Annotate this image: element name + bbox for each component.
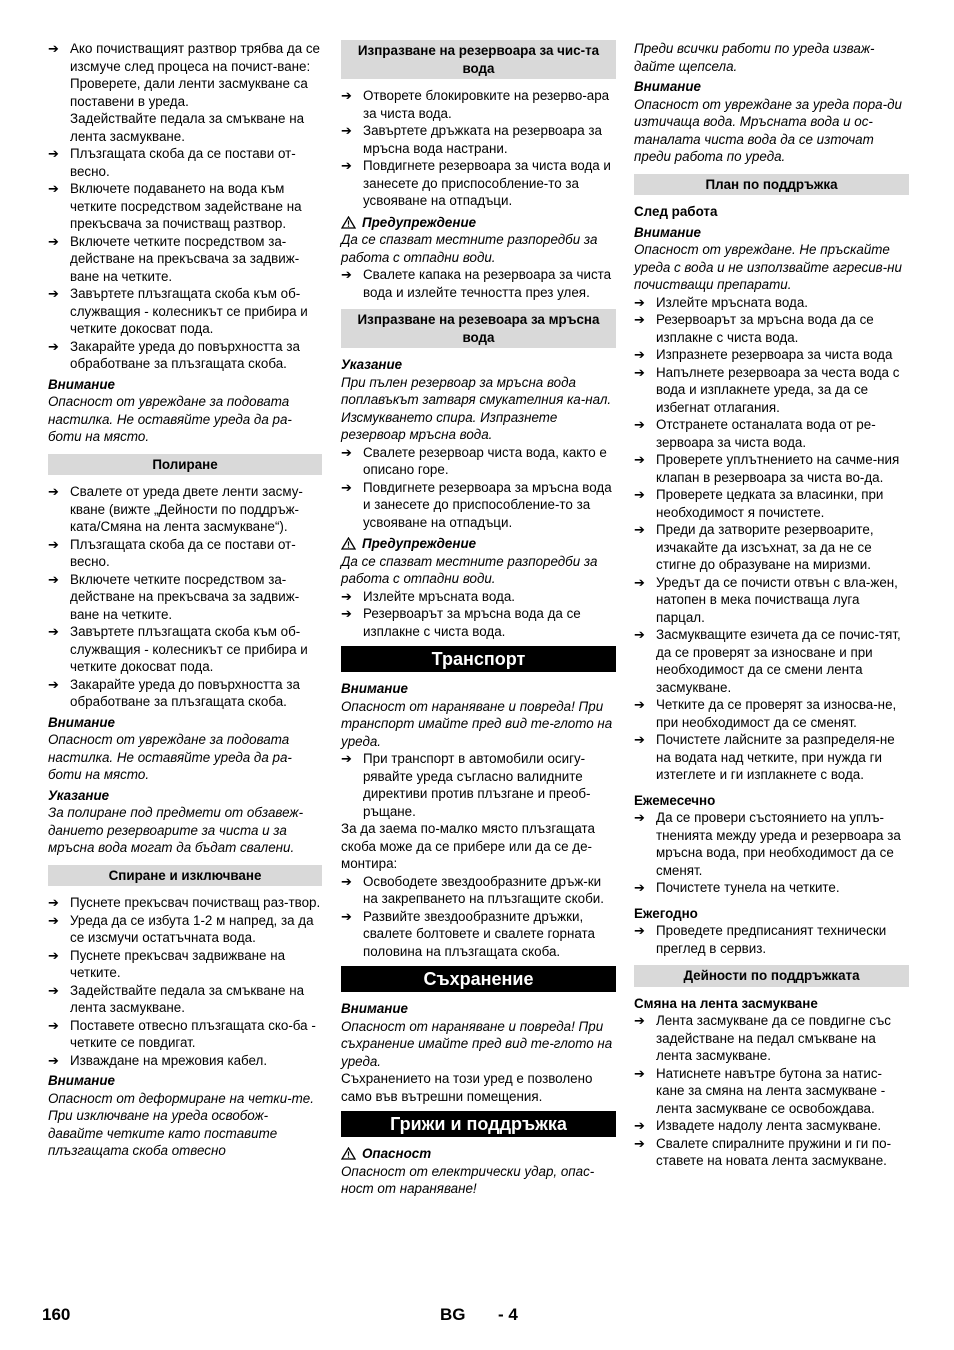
arrow-icon: ➔: [48, 676, 59, 692]
bullet-item: [48, 483, 322, 536]
column-left: [48, 40, 322, 1160]
bullet-text: Освободете звездообразните дръж-ки на закрепването на плъзгащите скоби.: [363, 873, 604, 906]
arrow-icon: ➔: [48, 536, 59, 552]
arrow-icon: ➔: [634, 880, 645, 895]
bullet-item: [48, 947, 322, 982]
arrow-icon: ➔: [634, 417, 645, 432]
bullet-text: Пуснете прекъсвач почистващ раз-твор.: [70, 895, 321, 910]
italic-note: Опасност от увреждане за подовата настилка. Не оставяйте уреда да ра-боти на място.: [48, 394, 292, 444]
bullet-text: Повдигнете резервоара за чиста вода и занесете до приспособление-то за усвояване на отпадъци.: [363, 158, 611, 208]
arrow-icon: ➔: [341, 606, 352, 621]
arrow-icon: ➔: [341, 873, 352, 889]
bullet-item: [341, 588, 616, 606]
bullet-item: [341, 87, 616, 122]
arrow-icon: ➔: [634, 364, 645, 380]
arrow-icon: ➔: [48, 947, 59, 963]
column-middle: [341, 40, 616, 1198]
arrow-icon: ➔: [634, 347, 645, 362]
bullet-text: Задействайте педала за смъкване на лента засмукване.: [70, 982, 305, 1015]
arrow-icon: ➔: [341, 908, 352, 924]
bullet-item: [341, 605, 616, 640]
bullet-text: Включете подаването на вода към четките посредством задействане на прекъсвача за почистващ разтвор.: [70, 181, 302, 231]
note-heading: Внимание: [341, 681, 409, 696]
bullet-item: [341, 873, 616, 908]
note-heading: Внимание: [48, 714, 116, 730]
bullet-item: [341, 444, 616, 479]
arrow-icon: ➔: [341, 479, 352, 495]
arrow-icon: ➔: [341, 123, 352, 138]
italic-note: Опасност от нараняване и повреда! При транспорт имайте пред вид те-глото на уреда.: [341, 698, 613, 749]
bullet-item: [634, 416, 909, 451]
arrow-icon: ➔: [48, 338, 59, 354]
bullet-text: Резервоарът за мръсна вода да се изплакне с чиста вода.: [656, 312, 874, 345]
arrow-icon: ➔: [48, 1052, 59, 1068]
arrow-icon: ➔: [48, 484, 59, 499]
italic-note: Да се спазват местните разпоредби за работа с отпадни води.: [341, 553, 598, 586]
bullet-text: Плъзгащата скоба да се постави от-весно.: [70, 536, 296, 569]
bullet-item: [634, 809, 909, 879]
italic-note: При пълен резервоар за мръсна вода поплавъкът затваря смукателния ка-нал. Изсмукването спира. Изпразнете резервоар мръсна вода.: [341, 374, 612, 442]
bullet-text: Повдигнете резервоара за мръсна вода и занесете до приспособление-то за усвояване на отпадъци.: [363, 479, 612, 530]
bullet-item: [48, 571, 322, 624]
arrow-icon: ➔: [48, 624, 59, 639]
page-number: 160: [42, 1305, 71, 1324]
bullet-text: Четките да се проверят за износва-не, при необходимост да се сменят.: [656, 697, 897, 730]
italic-note: Опасност от деформиране на четки-те. При изключване на уреда освобож-давайте четките като поставите плъзгащата скоба отвесно: [48, 1090, 314, 1158]
bullet-item: [634, 696, 909, 731]
bullet-text: Резервоарът за мръсна вода да се изплакне с чиста вода.: [363, 606, 581, 639]
bullet-item: [634, 1065, 909, 1118]
bullet-text: Закарайте уреда до повърхността за обработване за плъзгащата скоба.: [70, 676, 300, 709]
warning-label: Опасност: [362, 1146, 432, 1161]
arrow-icon: ➔: [48, 1017, 59, 1033]
bullet-text: Поставете отвесно плъзгащата ско-ба - четките се повдигат.: [70, 1017, 316, 1050]
bullet-item: [634, 311, 909, 346]
bullet-text: Натиснете навътре бутона за натис-кане за смяна на лента засмукване - лента засмукване се освобождава.: [656, 1065, 886, 1116]
bullet-text: Засмукващите езичета да се почис-тят, да се проверят за износване и при необходимост да се смени лента засмукване.: [656, 627, 901, 695]
italic-note: Опасност от увреждане за уреда пора-ди изтичаща вода. Мръсната вода и ос-таналата чиста вода да се източат преди работа по уреда.: [634, 96, 902, 164]
arrow-icon: ➔: [341, 158, 352, 173]
bullet-text: Уредът да се почисти отвън с вла-жен, натопен в мека почистваща луга парцал.: [656, 574, 898, 625]
arrow-icon: ➔: [48, 982, 59, 998]
bullet-item: [48, 1017, 322, 1052]
italic-note: Преди всички работи по уреда изваж-дайте щепсела.: [634, 41, 875, 74]
bullet-text: Лента засмукване да се повдигне със задействане на педал смъкване на лента засмукване.: [656, 1013, 891, 1063]
bullet-item: [48, 912, 322, 947]
bullet-item: [634, 294, 909, 312]
chapter-heading: Съхранение: [341, 966, 616, 992]
bullet-text: Включете четките посредством за-действане на прекъсвача за задвиж-ване на четките.: [70, 571, 300, 622]
arrow-icon: ➔: [48, 233, 59, 249]
bullet-text: Извадете надолу лента засмукване.: [656, 1118, 882, 1133]
bullet-text: Свалете от уреда двете ленти засму-кване (вижте „Дейности по поддръж-ката/Смяна на лента засмукване“).: [70, 484, 303, 534]
arrow-icon: ➔: [341, 267, 352, 282]
section-page: - 4: [498, 1305, 518, 1324]
arrow-icon: ➔: [341, 444, 352, 460]
bullet-item: [341, 122, 616, 157]
bullet-item: [634, 364, 909, 417]
italic-note: Опасност от електрически удар, опас-ност от нараняване!: [341, 1163, 595, 1196]
paragraph: Съхранението на този уред е позволено само във вътрешни помещения.: [341, 1071, 593, 1104]
arrow-icon: ➔: [634, 452, 645, 467]
bullet-item: [48, 623, 322, 676]
chapter-heading: Транспорт: [341, 646, 616, 672]
bullet-text: Изваждане на мрежовия кабел.: [70, 1052, 268, 1068]
warning-triangle-icon: [341, 1147, 356, 1160]
bullet-item: [48, 1052, 322, 1070]
arrow-icon: ➔: [634, 627, 645, 642]
arrow-icon: ➔: [634, 522, 645, 537]
subheading: Ежемесечно: [634, 792, 716, 808]
italic-note: Опасност от нараняване и повреда! При съхранение имайте пред вид те-глото на уреда.: [341, 1018, 613, 1069]
bullet-item: [48, 338, 322, 373]
arrow-icon: ➔: [48, 895, 59, 910]
section-heading: Спиране и изключване: [48, 865, 322, 887]
warning-heading: [341, 214, 616, 232]
bullet-item: [634, 486, 909, 521]
warning-label: Предупреждение: [362, 214, 477, 230]
bullet-text: Плъзгащата скоба да се постави от-весно.: [70, 146, 296, 179]
italic-note: Опасност от увреждане за подовата настилка. Не оставяйте уреда да ра-боти на място.: [48, 732, 292, 782]
bullet-text: Завъртете плъзгащата скоба към об-служващия - колесникът се прибира и четките докосват пода.: [70, 286, 308, 336]
subheading: След работа: [634, 204, 718, 219]
warning-heading: [341, 535, 616, 553]
bullet-text: Отстранете останалата вода от ре-зервоара за чиста вода.: [656, 417, 876, 450]
bullet-item: [48, 982, 322, 1017]
arrow-icon: ➔: [634, 810, 645, 825]
bullet-text: Изпразнете резервоара за чиста вода: [656, 347, 893, 362]
bullet-item: [634, 922, 909, 957]
bullet-text: При транспорт в автомобили осигу-рявайте уреда съгласно валидните директиви против плъзгане и преоб-ръщане.: [363, 751, 591, 819]
indented-text: Проверете, дали ленти засмукване са поставени в уреда.: [70, 76, 308, 109]
bullet-text: Пуснете прекъсвач задвижване на четките.: [70, 947, 286, 980]
bullet-text: Излейте мръсната вода.: [363, 588, 516, 604]
section-heading: Дейности по поддръжката: [634, 965, 909, 987]
bullet-item: [48, 285, 322, 338]
arrow-icon: ➔: [341, 588, 352, 604]
note-heading: Указание: [48, 787, 110, 803]
arrow-icon: ➔: [634, 1118, 645, 1133]
bullet-item: [634, 626, 909, 696]
arrow-icon: ➔: [634, 312, 645, 327]
subheading: Смяна на лента засмукване: [634, 995, 818, 1011]
bullet-item: [341, 266, 616, 301]
language-code: BG: [440, 1305, 466, 1324]
note-heading: Указание: [341, 357, 403, 372]
warning-triangle-icon: [341, 537, 356, 550]
note-heading: Внимание: [341, 1001, 409, 1016]
bullet-text: Ако почистващият разтвор трябва да се изсмуче след процеса на почист-ване:: [70, 41, 321, 74]
bullet-item: [634, 1117, 909, 1135]
bullet-text: Преди да затворите резервоарите, изчакайте да изсъхнат, за да не се стигне до образуване на миризми.: [656, 522, 874, 572]
bullet-item: [341, 479, 616, 532]
warning-triangle-icon: [341, 216, 356, 229]
note-heading: Внимание: [48, 1073, 116, 1088]
arrow-icon: ➔: [634, 923, 645, 938]
bullet-item: [48, 536, 322, 571]
bullet-item: [48, 676, 322, 711]
arrow-icon: ➔: [48, 571, 59, 587]
italic-note: За полиране под предмети от обзавеж-данието резервоарите за чиста и за мръсна вода могат да бъдат свалени.: [48, 805, 304, 855]
italic-note: Опасност от увреждане. Не пръскайте уреда с вода и не използвайте агресив-ни почистващи препарати.: [634, 242, 902, 292]
bullet-item: [48, 40, 322, 75]
arrow-icon: ➔: [634, 294, 645, 310]
note-heading: Внимание: [634, 79, 702, 94]
arrow-icon: ➔: [48, 181, 59, 196]
bullet-text: Проверете цедката за власинки, при необходимост я почистете.: [656, 487, 884, 520]
warning-heading: [341, 1145, 616, 1163]
bullet-text: Проведете предписаният технически преглед в сервиз.: [656, 923, 887, 956]
indented-text: Задействайте педала за смъкване на лента засмукване.: [70, 111, 305, 144]
bullet-text: Почистете лайсните за разпределя-не на водата над четките, при нужда ги изтеглете и ги изплакнете с вода.: [656, 732, 895, 782]
note-heading: Внимание: [48, 376, 116, 392]
bullet-item: [634, 574, 909, 627]
arrow-icon: ➔: [634, 697, 645, 712]
arrow-icon: ➔: [341, 751, 352, 766]
bullet-item: [634, 1135, 909, 1170]
bullet-item: [341, 908, 616, 961]
chapter-heading: Грижи и поддръжка: [341, 1111, 616, 1137]
bullet-text: Почистете тунела на четките.: [656, 880, 840, 895]
bullet-text: Проверете уплътнението на сачме-ния клапан в резервоара за чиста во-да.: [656, 452, 900, 485]
arrow-icon: ➔: [634, 1013, 645, 1028]
arrow-icon: ➔: [48, 912, 59, 928]
section-heading: Полиране: [48, 454, 322, 476]
bullet-item: [634, 879, 909, 897]
warning-label: Предупреждение: [362, 536, 477, 551]
arrow-icon: ➔: [634, 1065, 645, 1081]
bullet-item: [48, 145, 322, 180]
subheading: Ежегодно: [634, 905, 698, 921]
bullet-text: Свалете спиралните пружини и ги по-ставете на новата лента засмукване.: [656, 1135, 892, 1168]
bullet-item: [48, 180, 322, 233]
bullet-text: Завъртете плъзгащата скоба към об-служващия - колесникът се прибира и четките докосват пода.: [70, 624, 308, 674]
bullet-text: Отворете блокировките на резерво-ара за чиста вода.: [363, 88, 610, 121]
column-right: [634, 40, 909, 1170]
bullet-item: [634, 451, 909, 486]
bullet-item: [48, 233, 322, 286]
arrow-icon: ➔: [634, 1135, 645, 1151]
bullet-text: Завъртете дръжката на резервоара за мръсна вода настрани.: [363, 123, 603, 156]
arrow-icon: ➔: [48, 41, 59, 56]
bullet-item: [634, 1012, 909, 1065]
arrow-icon: ➔: [634, 487, 645, 502]
paragraph: За да заема по-малко място плъзгащата скоба може да се прибере или да се де-монтира:: [341, 821, 595, 871]
bullet-text: Включете четките посредством за-действане на прекъсвача за задвиж-ване на четките.: [70, 233, 300, 284]
arrow-icon: ➔: [634, 574, 645, 590]
bullet-text: Свалете капака на резервоара за чиста вода и излейте течността през улея.: [363, 267, 612, 300]
section-heading: Изпразване на резервоара за чис-та вода: [341, 40, 616, 79]
bullet-item: [634, 731, 909, 784]
arrow-icon: ➔: [48, 146, 59, 161]
bullet-text: Закарайте уреда до повърхността за обработване за плъзгащата скоба.: [70, 338, 300, 371]
bullet-text: Уреда да се избута 1-2 м напред, за да се изсмучи остатъчната вода.: [70, 912, 314, 945]
italic-note: Да се спазват местните разпоредби за работа с отпадни води.: [341, 232, 598, 265]
arrow-icon: ➔: [634, 732, 645, 747]
bullet-text: Развийте звездообразните дръжки, свалете болтовете и свалете горната половина на плъзгащата скоба.: [363, 908, 595, 959]
bullet-text: Излейте мръсната вода.: [656, 294, 809, 310]
bullet-item: [634, 346, 909, 364]
bullet-item: [634, 521, 909, 574]
bullet-item: [341, 750, 616, 820]
arrow-icon: ➔: [48, 286, 59, 301]
bullet-text: Напълнете резервоара за честа вода с вода и изплакнете уреда, за да се избегнат отлагания.: [656, 364, 900, 415]
note-heading: Внимание: [634, 224, 702, 240]
bullet-item: [341, 157, 616, 210]
bullet-text: Свалете резервоар чиста вода, както е описано горе.: [363, 444, 607, 477]
section-heading: План по поддръжка: [634, 174, 909, 196]
arrow-icon: ➔: [341, 88, 352, 103]
bullet-item: [48, 894, 322, 912]
bullet-text: Да се провери състоянието на уплъ-тненията между уреда и резервоара за мръсна вода, при необходимост да се сменят.: [656, 810, 901, 878]
section-heading: Изпразване на резевоара за мръсна вода: [341, 309, 616, 348]
